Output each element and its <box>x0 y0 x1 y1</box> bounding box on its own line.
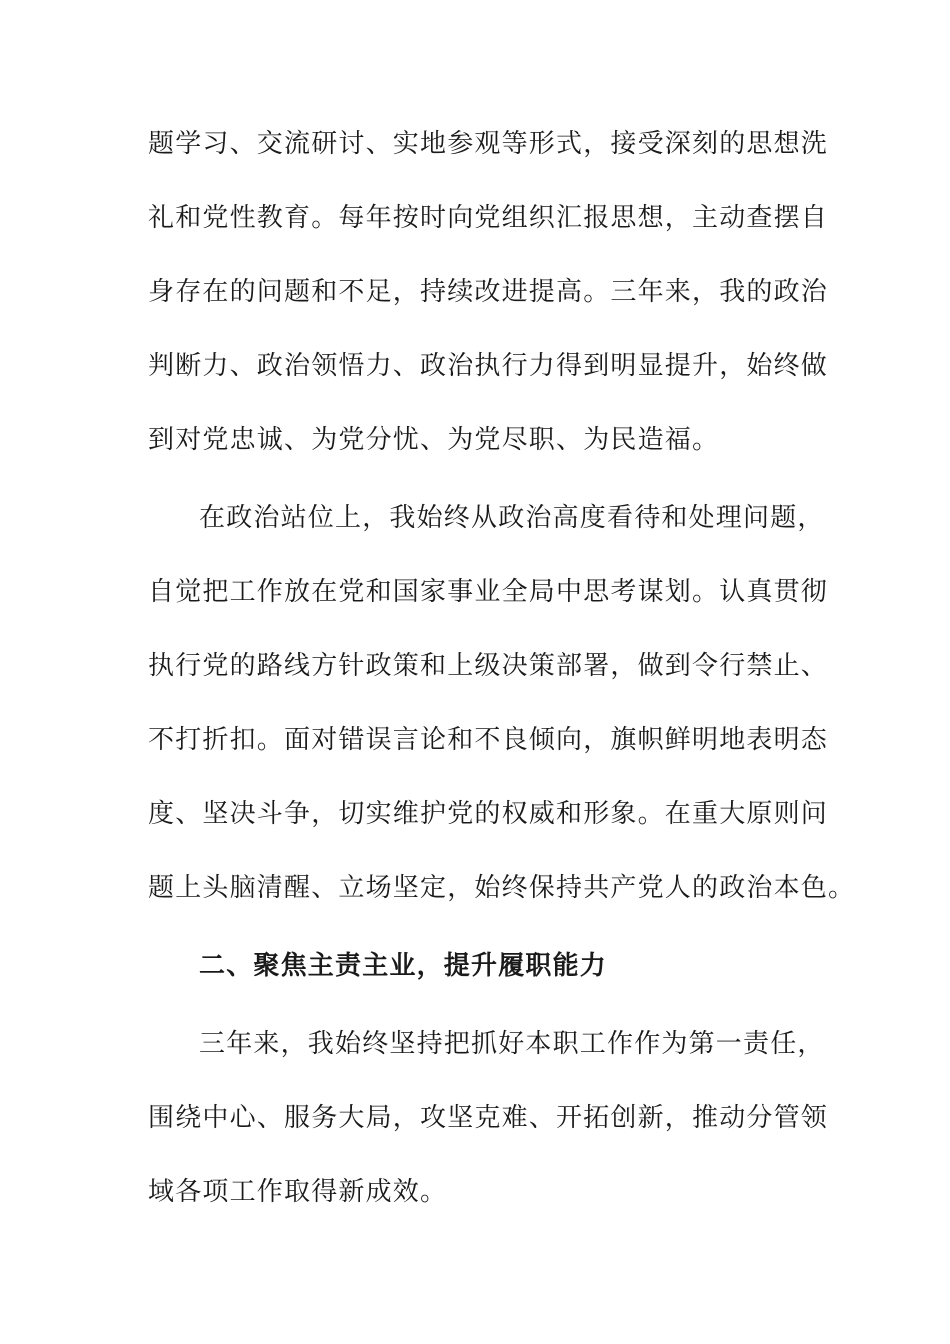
paragraph-first-line: 在政治站位上，我始终从政治高度看待和处理问题， <box>199 503 825 533</box>
text-line: 身存在的问题和不足，持续改进提高。三年来，我的政治 <box>148 277 829 307</box>
text-line: 礼和党性教育。每年按时向党组织汇报思想，主动查摆自 <box>148 203 829 233</box>
section-heading: 二、聚焦主责主业，提升履职能力 <box>199 951 608 981</box>
text-line: 题上头脑清醒、立场坚定，始终保持共产党人的政治本色。 <box>148 873 856 903</box>
text-line: 执行党的路线方针政策和上级决策部署，做到令行禁止、 <box>148 651 829 681</box>
text-line: 题学习、交流研讨、实地参观等形式，接受深刻的思想洗 <box>148 129 829 159</box>
text-line: 域各项工作取得新成效。 <box>148 1177 448 1207</box>
text-line: 度、坚决斗争，切实维护党的权威和形象。在重大原则问 <box>148 799 829 829</box>
text-line: 自觉把工作放在党和国家事业全局中思考谋划。认真贯彻 <box>148 577 829 607</box>
text-line: 判断力、政治领悟力、政治执行力得到明显提升，始终做 <box>148 351 829 381</box>
text-line: 到对党忠诚、为党分忧、为党尽职、为民造福。 <box>148 425 720 455</box>
paragraph-first-line: 三年来，我始终坚持把抓好本职工作作为第一责任， <box>199 1029 825 1059</box>
text-line: 围绕中心、服务大局，攻坚克难、开拓创新，推动分管领 <box>148 1103 829 1133</box>
text-line: 不打折扣。面对错误言论和不良倾向，旗帜鲜明地表明态 <box>148 725 829 755</box>
